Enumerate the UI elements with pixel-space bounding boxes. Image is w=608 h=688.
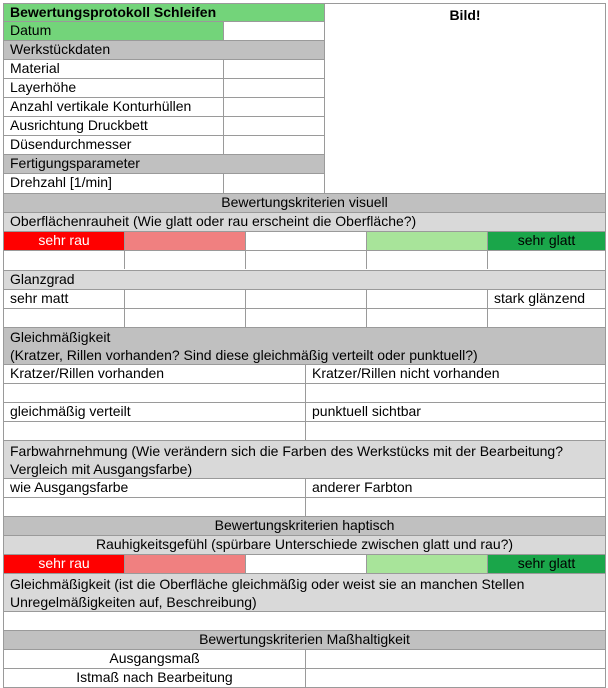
glanzgrad-stark-glaenzend: stark glänzend (487, 289, 606, 309)
kratzer-nicht-check[interactable] (305, 383, 606, 403)
rauheit-check-2[interactable] (124, 250, 246, 270)
punktuell-label: punktuell sichtbar (305, 402, 606, 422)
glanzgrad-check-3[interactable] (245, 308, 367, 328)
gleichmaessig-verteilt-check[interactable] (3, 421, 306, 441)
duese-value[interactable] (223, 135, 325, 155)
haptisch-gleichmaessigkeit-label: Gleichmäßigkeit (ist die Oberfläche gleichmäßig oder weist sie an manchen Stellen Unregelmäßigkeiten auf, Beschreibung) (3, 573, 606, 612)
kratzer-nicht-label: Kratzer/Rillen nicht vorhanden (305, 364, 606, 384)
drehzahl-value[interactable] (223, 173, 325, 194)
datum-value[interactable] (223, 21, 325, 41)
glanzgrad-check-2[interactable] (124, 308, 246, 328)
datum-label: Datum (3, 21, 224, 41)
image-placeholder: Bild! (324, 3, 606, 194)
massh-heading: Bewertungskriterien Maßhaltigkeit (3, 630, 606, 650)
ausrichtung-label: Ausrichtung Druckbett (3, 116, 224, 136)
layerhoehe-value[interactable] (223, 78, 325, 98)
rauheit-label: Oberflächenrauheit (Wie glatt oder rau erscheint die Oberfläche?) (3, 212, 606, 232)
konturhuellen-value[interactable] (223, 97, 325, 117)
glanzgrad-check-4[interactable] (366, 308, 488, 328)
drehzahl-label: Drehzahl [1/min] (3, 173, 224, 194)
anderer-farbton-check[interactable] (305, 497, 606, 517)
anderer-farbton-label: anderer Farbton (305, 478, 606, 498)
werkstueckdaten-heading: Werkstückdaten (3, 40, 325, 60)
fertigungsparameter-heading: Fertigungsparameter (3, 154, 325, 174)
glanzgrad-scale-3 (245, 289, 367, 309)
rauhigkeit-scale-rau (124, 554, 246, 574)
konturhuellen-label: Anzahl vertikale Konturhüllen (3, 97, 224, 117)
material-value[interactable] (223, 59, 325, 79)
rauhigkeit-scale-sehr-glatt: sehr glatt (487, 554, 606, 574)
haptisch-gleichmaessigkeit-input[interactable] (3, 611, 606, 631)
glanzgrad-scale-4 (366, 289, 488, 309)
ausrichtung-value[interactable] (223, 116, 325, 136)
haptisch-heading: Bewertungskriterien haptisch (3, 516, 606, 536)
rauhigkeit-scale-mittel (245, 554, 367, 574)
glanzgrad-scale-2 (124, 289, 246, 309)
istmass-label: Istmaß nach Bearbeitung (3, 668, 306, 688)
rauheit-scale-mittel (245, 231, 367, 251)
rauheit-scale-glatt (366, 231, 488, 251)
rauheit-scale-rau (124, 231, 246, 251)
rauhigkeit-scale-glatt (366, 554, 488, 574)
rauheit-check-3[interactable] (245, 250, 367, 270)
layerhoehe-label: Layerhöhe (3, 78, 224, 98)
rauheit-scale-sehr-glatt: sehr glatt (487, 231, 606, 251)
rauheit-check-5[interactable] (487, 250, 606, 270)
material-label: Material (3, 59, 224, 79)
gleichmaessigkeit-label: Gleichmäßigkeit (Kratzer, Rillen vorhanden? Sind diese gleichmäßig verteilt oder punktuell?) (3, 327, 606, 365)
ausgangsmass-value[interactable] (305, 649, 606, 669)
rauheit-check-1[interactable] (3, 250, 125, 270)
glanzgrad-sehr-matt: sehr matt (3, 289, 125, 309)
wie-ausgang-check[interactable] (3, 497, 306, 517)
rauheit-check-4[interactable] (366, 250, 488, 270)
glanzgrad-check-1[interactable] (3, 308, 125, 328)
visuell-heading: Bewertungskriterien visuell (3, 193, 606, 213)
glanzgrad-label: Glanzgrad (3, 270, 606, 290)
istmass-value[interactable] (305, 668, 606, 688)
gleichmaessig-verteilt-label: gleichmäßig verteilt (3, 402, 306, 422)
kratzer-vorhanden-label: Kratzer/Rillen vorhanden (3, 364, 306, 384)
wie-ausgang-label: wie Ausgangsfarbe (3, 478, 306, 498)
punktuell-check[interactable] (305, 421, 606, 441)
farbe-label: Farbwahrnehmung (Wie verändern sich die Farben des Werkstücks mit der Bearbeitung? Vergleich mit Ausgangsfarbe) (3, 440, 606, 479)
kratzer-vorhanden-check[interactable] (3, 383, 306, 403)
rauhigkeit-label: Rauhigkeitsgefühl (spürbare Unterschiede zwischen glatt und rau?) (3, 535, 606, 555)
glanzgrad-check-5[interactable] (487, 308, 606, 328)
rauheit-scale-sehr-rau: sehr rau (3, 231, 125, 251)
ausgangsmass-label: Ausgangsmaß (3, 649, 306, 669)
duese-label: Düsendurchmesser (3, 135, 224, 155)
rauhigkeit-scale-sehr-rau: sehr rau (3, 554, 125, 574)
protocol-title: Bewertungsprotokoll Schleifen (3, 3, 325, 22)
